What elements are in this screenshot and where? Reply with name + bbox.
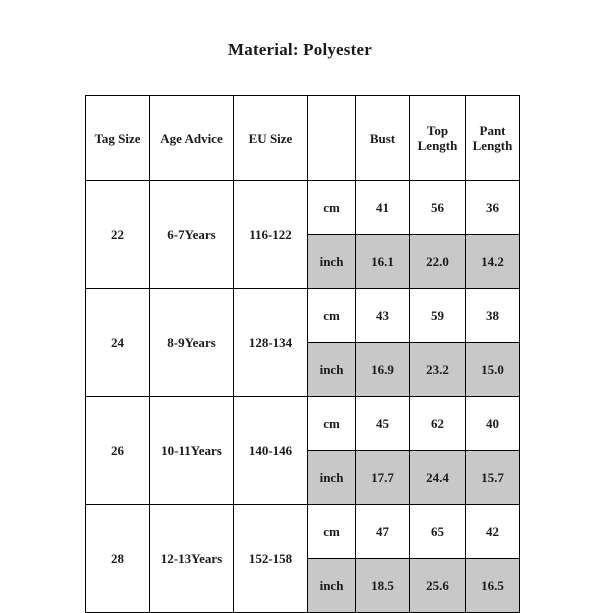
cell-top-length-cm: 65 [410,505,466,559]
cell-eu-size: 140-146 [234,397,308,505]
cell-age-advice: 12-13Years [150,505,234,613]
cell-bust-cm: 43 [356,289,410,343]
cell-unit-inch: inch [308,235,356,289]
cell-eu-size: 116-122 [234,181,308,289]
cell-top-length-inch: 23.2 [410,343,466,397]
table-row [86,181,520,235]
cell-bust-cm: 45 [356,397,410,451]
cell-pant-length-cm: 42 [466,505,520,559]
cell-unit-cm: cm [308,397,356,451]
cell-bust-cm: 41 [356,181,410,235]
cell-eu-size: 128-134 [234,289,308,397]
cell-pant-length-inch: 15.7 [466,451,520,505]
cell-bust-cm: 47 [356,505,410,559]
cell-age-advice: 8-9Years [150,289,234,397]
cell-tag-size: 22 [86,181,150,289]
cell-tag-size: 28 [86,505,150,613]
cell-pant-length-inch: 14.2 [466,235,520,289]
column-header-eu-size-label: EU Size [248,130,293,146]
table-header [86,96,520,181]
cell-bust-inch: 18.5 [356,559,410,613]
cell-age-advice: 10-11Years [150,397,234,505]
column-header-tag-size-label: Tag Size [94,130,141,146]
cell-age-advice: 6-7Years [150,181,234,289]
cell-tag-size: 24 [86,289,150,397]
cell-top-length-cm: 62 [410,397,466,451]
column-header-pant-length-label: Pant Length [472,123,513,153]
cell-bust-inch: 16.9 [356,343,410,397]
page-title: Material: Polyester [228,40,372,59]
cell-unit-inch: inch [308,559,356,613]
cell-top-length-cm: 56 [410,181,466,235]
table-row [86,289,520,343]
cell-tag-size: 26 [86,397,150,505]
cell-unit-cm: cm [308,181,356,235]
cell-eu-size: 152-158 [234,505,308,613]
cell-bust-inch: 16.1 [356,235,410,289]
column-header-unit [308,96,356,181]
size-chart-table [85,95,520,613]
cell-top-length-cm: 59 [410,289,466,343]
column-header-bust [356,96,410,181]
column-header-bust-label: Bust [369,130,396,146]
cell-unit-cm: cm [308,289,356,343]
column-header-tag-size [86,96,150,181]
cell-pant-length-cm: 38 [466,289,520,343]
cell-top-length-inch: 22.0 [410,235,466,289]
column-header-age-advice [150,96,234,181]
cell-pant-length-inch: 15.0 [466,343,520,397]
cell-top-length-inch: 25.6 [410,559,466,613]
table-body [86,181,520,613]
cell-pant-length-cm: 36 [466,181,520,235]
table-row [86,505,520,559]
column-header-eu-size [234,96,308,181]
column-header-pant-length [466,96,520,181]
cell-unit-inch: inch [308,343,356,397]
cell-unit-inch: inch [308,451,356,505]
cell-unit-cm: cm [308,505,356,559]
column-header-age-advice-label: Age Advice [160,130,223,146]
table-row [86,397,520,451]
column-header-top-length [410,96,466,181]
column-header-top-length-label: Top Length [417,123,458,153]
cell-pant-length-cm: 40 [466,397,520,451]
cell-top-length-inch: 24.4 [410,451,466,505]
cell-pant-length-inch: 16.5 [466,559,520,613]
cell-bust-inch: 17.7 [356,451,410,505]
table-header-row [86,96,520,181]
